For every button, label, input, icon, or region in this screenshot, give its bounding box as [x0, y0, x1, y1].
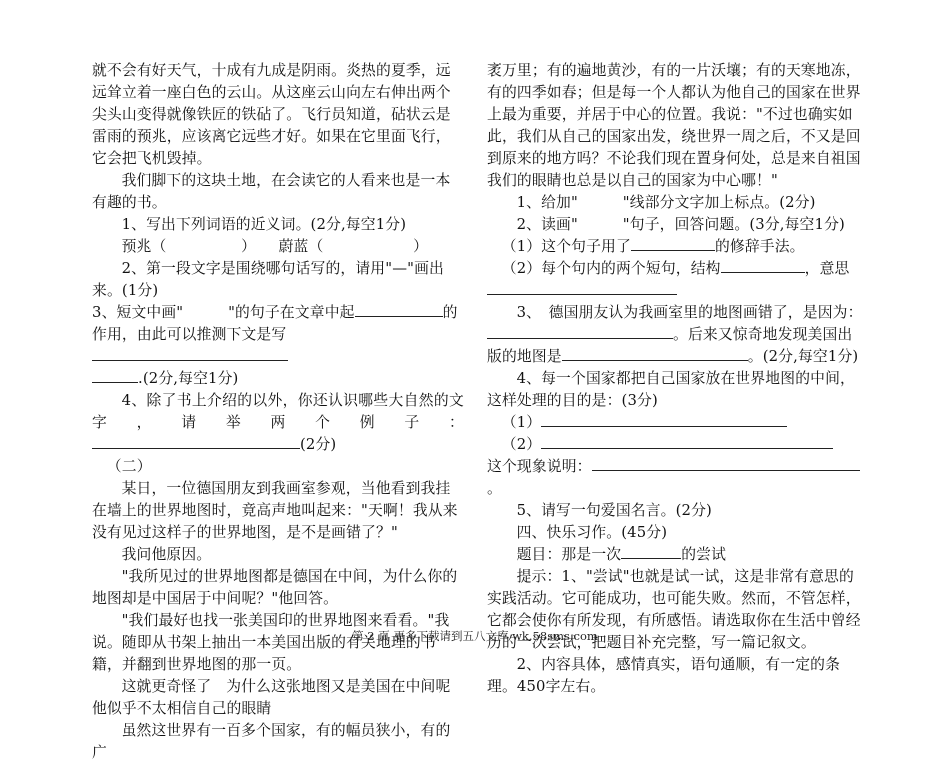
passage-two-para-3: "我所见过的世界地图都是德国在中间，为什么你的地图却是中国居于中间呢？"他回答。 — [92, 568, 458, 607]
answer-blank — [92, 368, 138, 383]
question-3-text-b: 的作用，由此可以推测下文是写 — [92, 304, 458, 343]
question-2-2-sub-1: （1）这个句子用了 的修辞手法。 — [501, 238, 805, 255]
passage-two-continued: 袤万里；有的遍地黄沙，有的一片沃壤；有的天寒地冻，有的四季如春；但是每一个人都认为他自己的国家在世界上最为重要，并居于中心的位置。我说："不过也确实如此，我们从自己的国家出发，绕世界一周之后，不又是回到原来的地方吗？不论我们现在置身何处，总是来自祖国我们的眼睛也总是以自己的国家为中心哪！" — [487, 62, 861, 189]
answer-blank — [541, 412, 787, 427]
passage-two-para-4: "我们最好也找一张美国印的世界地图来看看。"我说。随即从书架上抽出一本美国出版的有关地理的书籍，并翻到世界地图的那一页。 — [92, 612, 450, 673]
question-1: 1、写出下列词语的近义词。(2分,每空1分) — [121, 216, 407, 233]
passage-one-conclusion: 我们脚下的这块土地，在会读它的人看来也是一本有趣的书。 — [92, 172, 451, 211]
answer-blank — [541, 434, 833, 449]
question-3-score: .(2分,每空1分) — [138, 370, 239, 387]
question-4-score: (2分) — [300, 436, 337, 453]
answer-blank — [487, 280, 677, 295]
answer-blank — [631, 236, 715, 251]
answer-blank — [92, 434, 300, 449]
answer-blank — [621, 544, 681, 559]
passage-two-para-2: 我问他原因。 — [121, 546, 212, 563]
answer-blank — [562, 346, 748, 361]
passage-two-para-5: 这就更奇怪了 为什么这张地图又是美国在中间呢他似乎不太相信自己的眼睛 — [92, 678, 451, 717]
page-footer: 第 2 页 更多下载请到五八文库 wk.58sms.com — [352, 629, 598, 643]
answer-blank — [355, 302, 443, 317]
answer-blank — [92, 346, 288, 361]
question-2-4-answer-2: （2） — [487, 434, 865, 456]
passage-one-ending: 就不会有好天气，十成有九成是阴雨。炎热的夏季，远远耸立着一座白色的云山。从这座云山向左右伸出两个尖头山变得就像铁匠的铁砧了。飞行员知道，砧状云是雷雨的预兆，应该离它远些才好。如果在它里面飞行，它会把飞机毁掉。 — [92, 62, 451, 167]
answer-blank — [592, 456, 860, 471]
question-2-4-explanation: 这个现象说明：。 — [487, 456, 865, 500]
question-2-3: 3、 德国朋友认为我画室里的地图画错了，是因为： — [516, 304, 863, 321]
essay-hint-2: 2、内容具体，感情真实，语句通顺，有一定的条理。450字左右。 — [487, 656, 841, 695]
question-4-answer — [92, 434, 464, 456]
right-column — [487, 60, 865, 698]
question-2-3-answers: 。后来又惊奇地发现美国出版的地图是 。(2分,每空1分) — [487, 326, 859, 365]
question-2-4-answer-1: （1） — [487, 412, 865, 434]
section-two-heading: （二） — [106, 458, 152, 475]
question-2-1: 1、给加" "线部分文字加上标点。(2分) — [516, 194, 816, 211]
question-2-5: 5、请写一句爱国名言。(2分) — [516, 502, 712, 519]
question-2-4: 4、每一个国家都把自己国家放在世界地图的中间，这样处理的目的是：(3分) — [487, 370, 855, 409]
section-four-heading: 四、快乐习作。(45分) — [516, 524, 668, 541]
question-4: 4、除了书上介绍的以外，你还认识哪些大自然的文字，请举两个例子： — [92, 392, 464, 431]
question-3 — [92, 302, 464, 390]
question-2-2-sub-2: （2）每个句内的两个短句，结构 ，意思 — [487, 258, 865, 302]
left-column — [92, 60, 464, 764]
passage-two-para-6: 虽然这世界有一百多个国家，有的幅员狭小，有的广 — [92, 722, 451, 761]
passage-two-para-1: 某日，一位德国朋友到我画室参观，当他看到我挂在墙上的世界地图时，竟高声地叫起来："天啊！我从来没有见过这样子的世界地图，是不是画错了？" — [92, 480, 458, 541]
question-2-2: 2、读画" "句子，回答问题。(3分,每空1分) — [516, 216, 845, 233]
question-3-text-a: 3、短文中画" "的句子在文章中起 — [92, 304, 355, 321]
question-1-answers: 预兆（ ） 蔚蓝（ ） — [121, 238, 429, 255]
answer-blank — [487, 324, 673, 339]
essay-title: 题目：那是一次 的尝试 — [516, 546, 727, 563]
essay-hint-1: 提示：1、"尝试"也就是试一试，这是非常有意思的实践活动。它可能成功，也可能失败。然而，不管怎样，它都会使你有所发现，有所感悟。请选取你在生活中曾经历的一次尝试，把题目补充完整，写一篇记叙文。 — [487, 568, 861, 651]
question-2: 2、第一段文字是围绕哪句话写的，请用"—"画出来。(1分) — [92, 260, 445, 299]
answer-blank — [721, 258, 805, 273]
